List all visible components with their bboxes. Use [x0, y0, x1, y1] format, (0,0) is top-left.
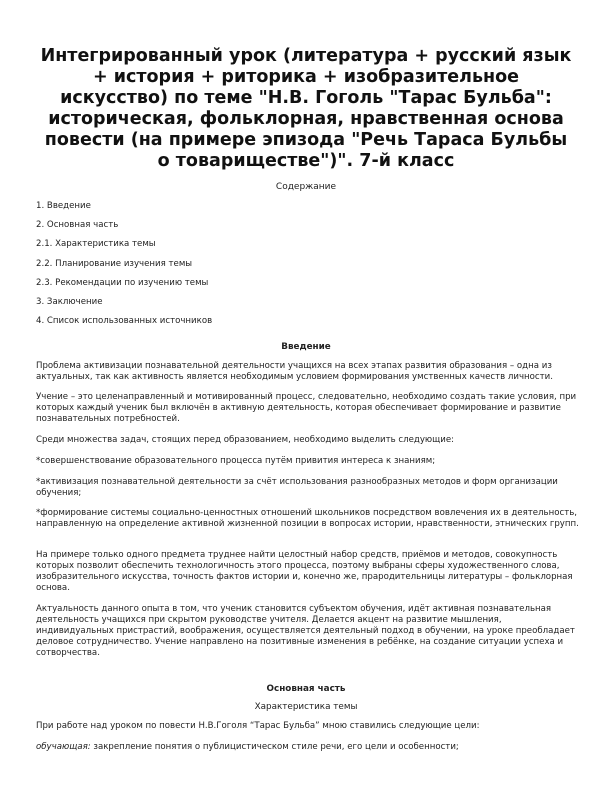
toc-heading: Содержание [275, 182, 337, 192]
main-subheading: Характеристика темы [254, 702, 358, 712]
goal-item [36, 742, 581, 753]
main-heading: Основная часть [266, 684, 346, 694]
intro-paragraph: На примере только одного предмета труднее найти целостный набор средств, приёмов и методов, совокупность которых позволит обеспечить технологичность этого процесса, поэтому выбраны сферы художественного слова, изобразительного искусства, точность фактов истории и, конечно же, прародительницы литературы – фольклорная основа. [36, 550, 573, 594]
intro-paragraph: Учение – это целенаправленный и мотивированный процесс, следовательно, необходимо создать такие условия, при которых каждый ученик был включён в активную деятельность, которая обеспечивает формирование и развитие познавательных потребностей. [36, 392, 577, 425]
intro-paragraph: Среди множества задач, стоящих перед образованием, необходимо выделить следующие: [36, 435, 455, 445]
intro-paragraph: Проблема активизации познавательной деятельности учащихся на всех этапах развития образования – одна из актуальных, так как активность является необходимым условием формирования умственных качеств личности. [36, 361, 553, 383]
intro-list-item: *формирование системы социально-ценностных отношений школьников посредством вовлечения их в деятельность, направленную на определение активной жизненной позиции в вопросах истории, нравственности, этнических групп. [36, 508, 579, 530]
toc-item: 2.2. Планирование изучения темы [36, 258, 193, 269]
intro-paragraph: Актуальность данного опыта в том, что ученик становится субъектом обучения, идёт активная познавательная деятельность учащихся при скрытом руководстве учителя. Делается акцент на развитие мышления, индивидуальных пристрастий, воображения, осуществляется деятельный подход в обучении, на уроке преобладает деловое сотрудничество. Учение направлено на позитивные изменения в ребёнке, на создание ситуации успеха и сотворчества. [36, 604, 575, 659]
toc-item: 2.3. Рекомендации по изучению темы [36, 277, 209, 288]
toc-item: 2.1. Характеристика темы [36, 239, 156, 250]
toc-item: 2. Основная часть [36, 220, 119, 231]
toc-item: 1. Введение [36, 201, 91, 211]
intro-list-item: *совершенствование образовательного процесса путём привития интереса к знаниям; [36, 456, 436, 466]
goal-text: закрепление понятия о публицистическом стиле речи, его цели и особенности; [90, 742, 459, 752]
goal-label: обучающая: [36, 742, 91, 752]
main-paragraph: При работе над уроком по повести Н.В.Гоголя “Тарас Бульба” мною ставились следующие цели: [36, 721, 480, 731]
toc-item: 4. Список использованных источников [36, 316, 213, 327]
intro-heading: Введение [281, 342, 331, 352]
toc-item: 3. Заключение [36, 296, 103, 307]
intro-list-item: *активизация познавательной деятельности за счёт использования разнообразных методов и форм организации обучения; [36, 477, 558, 499]
table-of-contents [36, 201, 212, 335]
document-title: Интегрированный урок (литература + русский язык + история + риторика + изобразительное искусство) по теме "Н.В. Гоголь "Тарас Бульба": историческая, фольклорная, нравственная основа повести (на примере эпизода "Речь Тараса Бульбы о товариществе")". 7-й класс [40, 46, 572, 171]
